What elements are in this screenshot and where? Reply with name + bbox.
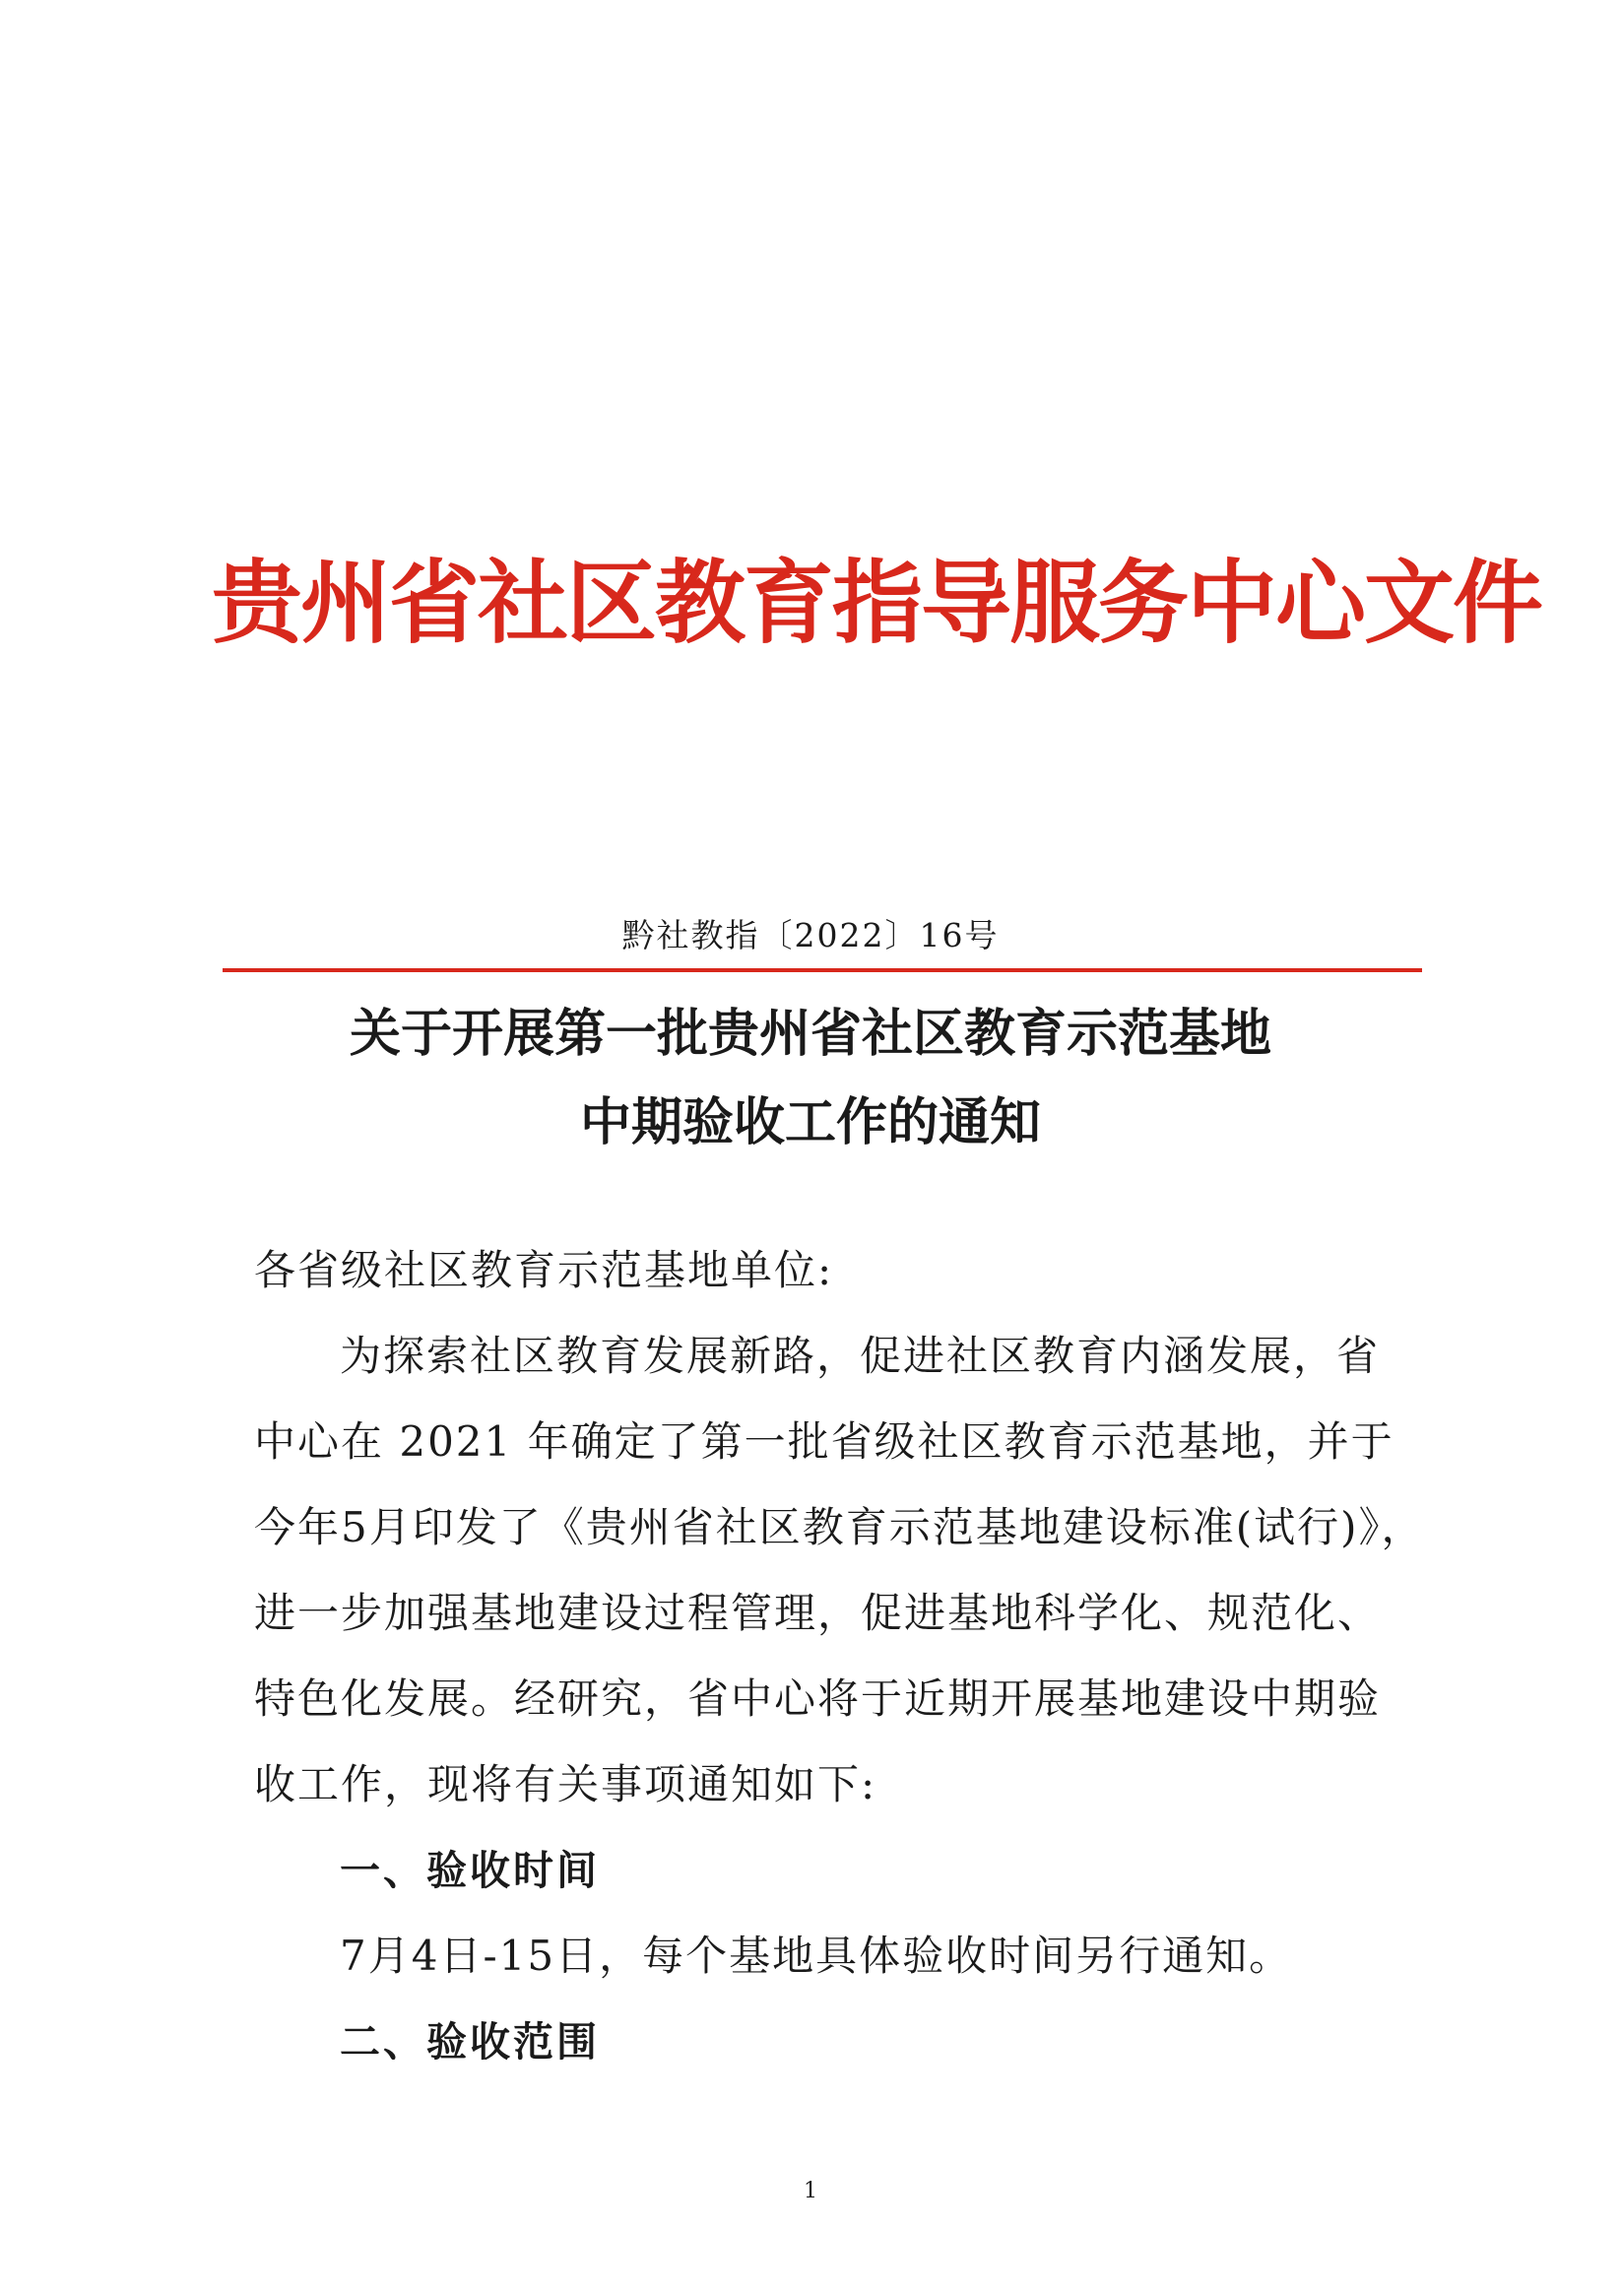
document-number: 黔社教指〔2022〕16号 bbox=[621, 916, 1000, 954]
document-masthead: 贵州省社区教育指导服务中心文件 bbox=[212, 551, 1542, 656]
section-heading-inspection-time: 一、验收时间 bbox=[340, 1847, 600, 1894]
section-heading-inspection-scope: 二、验收范围 bbox=[340, 2018, 600, 2066]
body-line: 收工作，现将有关事项通知如下: bbox=[254, 1760, 877, 1808]
body-line: 中心在 2021 年确定了第一批省级社区教育示范基地，并于 bbox=[254, 1417, 1394, 1466]
body-line: 今年5月印发了《贵州省社区教育示范基地建设标准(试行)》， bbox=[254, 1503, 1425, 1551]
page-number: 1 bbox=[804, 2179, 817, 2203]
body-line: 进一步加强基地建设过程管理，促进基地科学化、规范化、 bbox=[254, 1589, 1382, 1637]
salutation: 各省级社区教育示范基地单位: bbox=[254, 1246, 834, 1294]
notice-title-line-2: 中期验收工作的通知 bbox=[579, 1093, 1041, 1152]
notice-title-line-1: 关于开展第一批贵州省社区教育示范基地 bbox=[349, 1005, 1271, 1064]
red-divider-line bbox=[223, 968, 1422, 972]
body-line: 特色化发展。经研究，省中心将于近期开展基地建设中期验 bbox=[254, 1674, 1382, 1723]
section-text-inspection-time: 7月4日-15日，每个基地具体验收时间另行通知。 bbox=[340, 1932, 1293, 1980]
body-line: 为探索社区教育发展新路，促进社区教育内涵发展，省 bbox=[340, 1332, 1381, 1380]
